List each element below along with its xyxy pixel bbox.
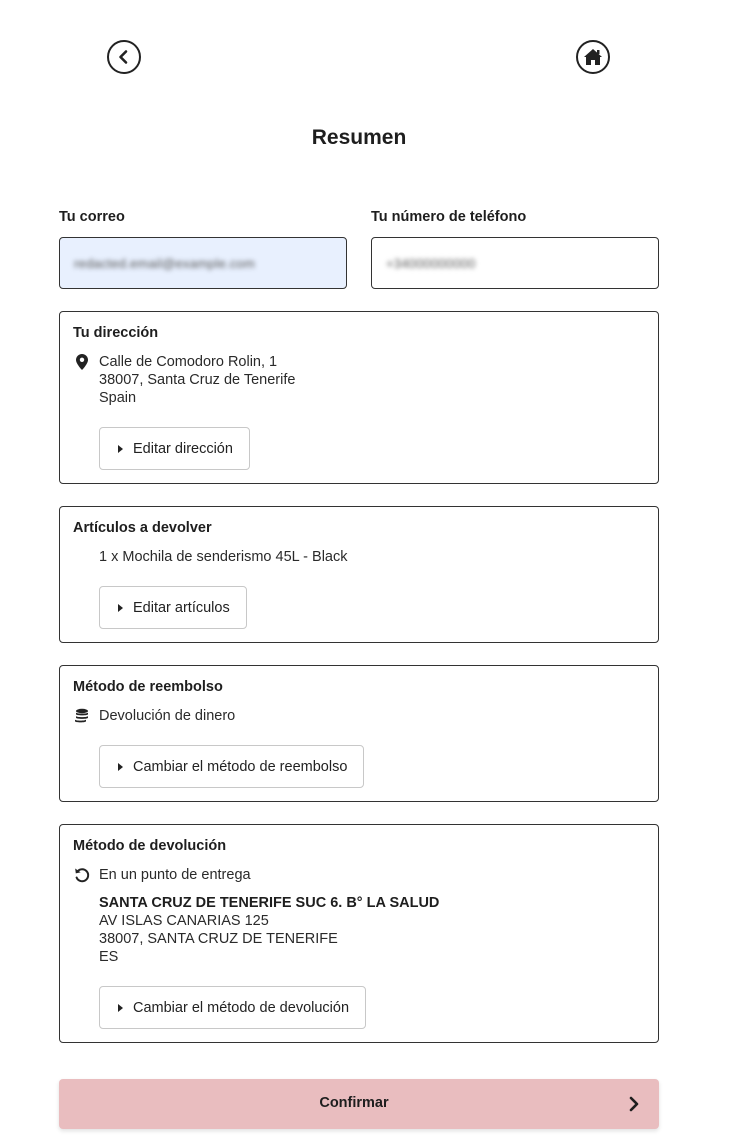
address-card [59, 311, 659, 484]
map-pin-icon [73, 353, 91, 371]
email-value: redacted.email@example.com [74, 255, 255, 271]
caret-right-icon [118, 604, 123, 612]
refund-method: Devolución de dinero [99, 708, 236, 724]
chevron-left-icon [116, 49, 132, 65]
refund-card [59, 665, 659, 802]
chevron-right-icon [626, 1095, 642, 1113]
change-refund-method-label: Cambiar el método de reembolso [133, 758, 348, 775]
phone-label: Tu número de teléfono [371, 209, 527, 225]
page-title: Resumen [311, 126, 407, 149]
items-card [59, 506, 659, 643]
return-item: 1 x Mochila de senderismo 45L - Black [99, 549, 348, 565]
email-field[interactable] [59, 237, 347, 289]
phone-field[interactable] [371, 237, 659, 289]
drop-point-line-3: ES [99, 949, 119, 965]
home-button[interactable] [576, 40, 610, 74]
edit-items-button[interactable] [99, 586, 247, 629]
address-line-1: Calle de Comodoro Rolin, 1 [99, 354, 278, 370]
drop-point-line-2: 38007, SANTA CRUZ DE TENERIFE [99, 931, 338, 947]
home-icon [583, 48, 603, 66]
confirm-label: Confirmar [319, 1095, 389, 1111]
address-title: Tu dirección [73, 325, 159, 341]
return-arrow-icon [73, 866, 91, 884]
drop-point-line-1: AV ISLAS CANARIAS 125 [99, 913, 269, 929]
change-refund-method-button[interactable] [99, 745, 364, 788]
confirm-button[interactable] [59, 1079, 659, 1129]
caret-right-icon [118, 445, 123, 453]
drop-point-name: SANTA CRUZ DE TENERIFE SUC 6. B° LA SALUD [99, 895, 440, 911]
caret-right-icon [118, 763, 123, 771]
edit-address-button[interactable] [99, 427, 250, 470]
change-return-method-label: Cambiar el método de devolución [133, 999, 350, 1016]
caret-right-icon [118, 1004, 123, 1012]
email-label: Tu correo [59, 209, 125, 225]
edit-items-label: Editar artículos [133, 599, 230, 616]
change-return-method-button[interactable] [99, 986, 366, 1029]
return-method-text: En un punto de entrega [99, 867, 251, 883]
address-line-2: 38007, Santa Cruz de Tenerife [99, 372, 296, 388]
edit-address-label: Editar dirección [133, 440, 233, 457]
coins-icon [73, 707, 91, 725]
back-button[interactable] [107, 40, 141, 74]
refund-title: Método de reembolso [73, 679, 223, 695]
return-method-card [59, 824, 659, 1043]
return-method-title: Método de devolución [73, 838, 227, 854]
address-line-3: Spain [99, 390, 137, 406]
items-title: Artículos a devolver [73, 520, 212, 536]
phone-value: +34000000000 [386, 255, 476, 271]
